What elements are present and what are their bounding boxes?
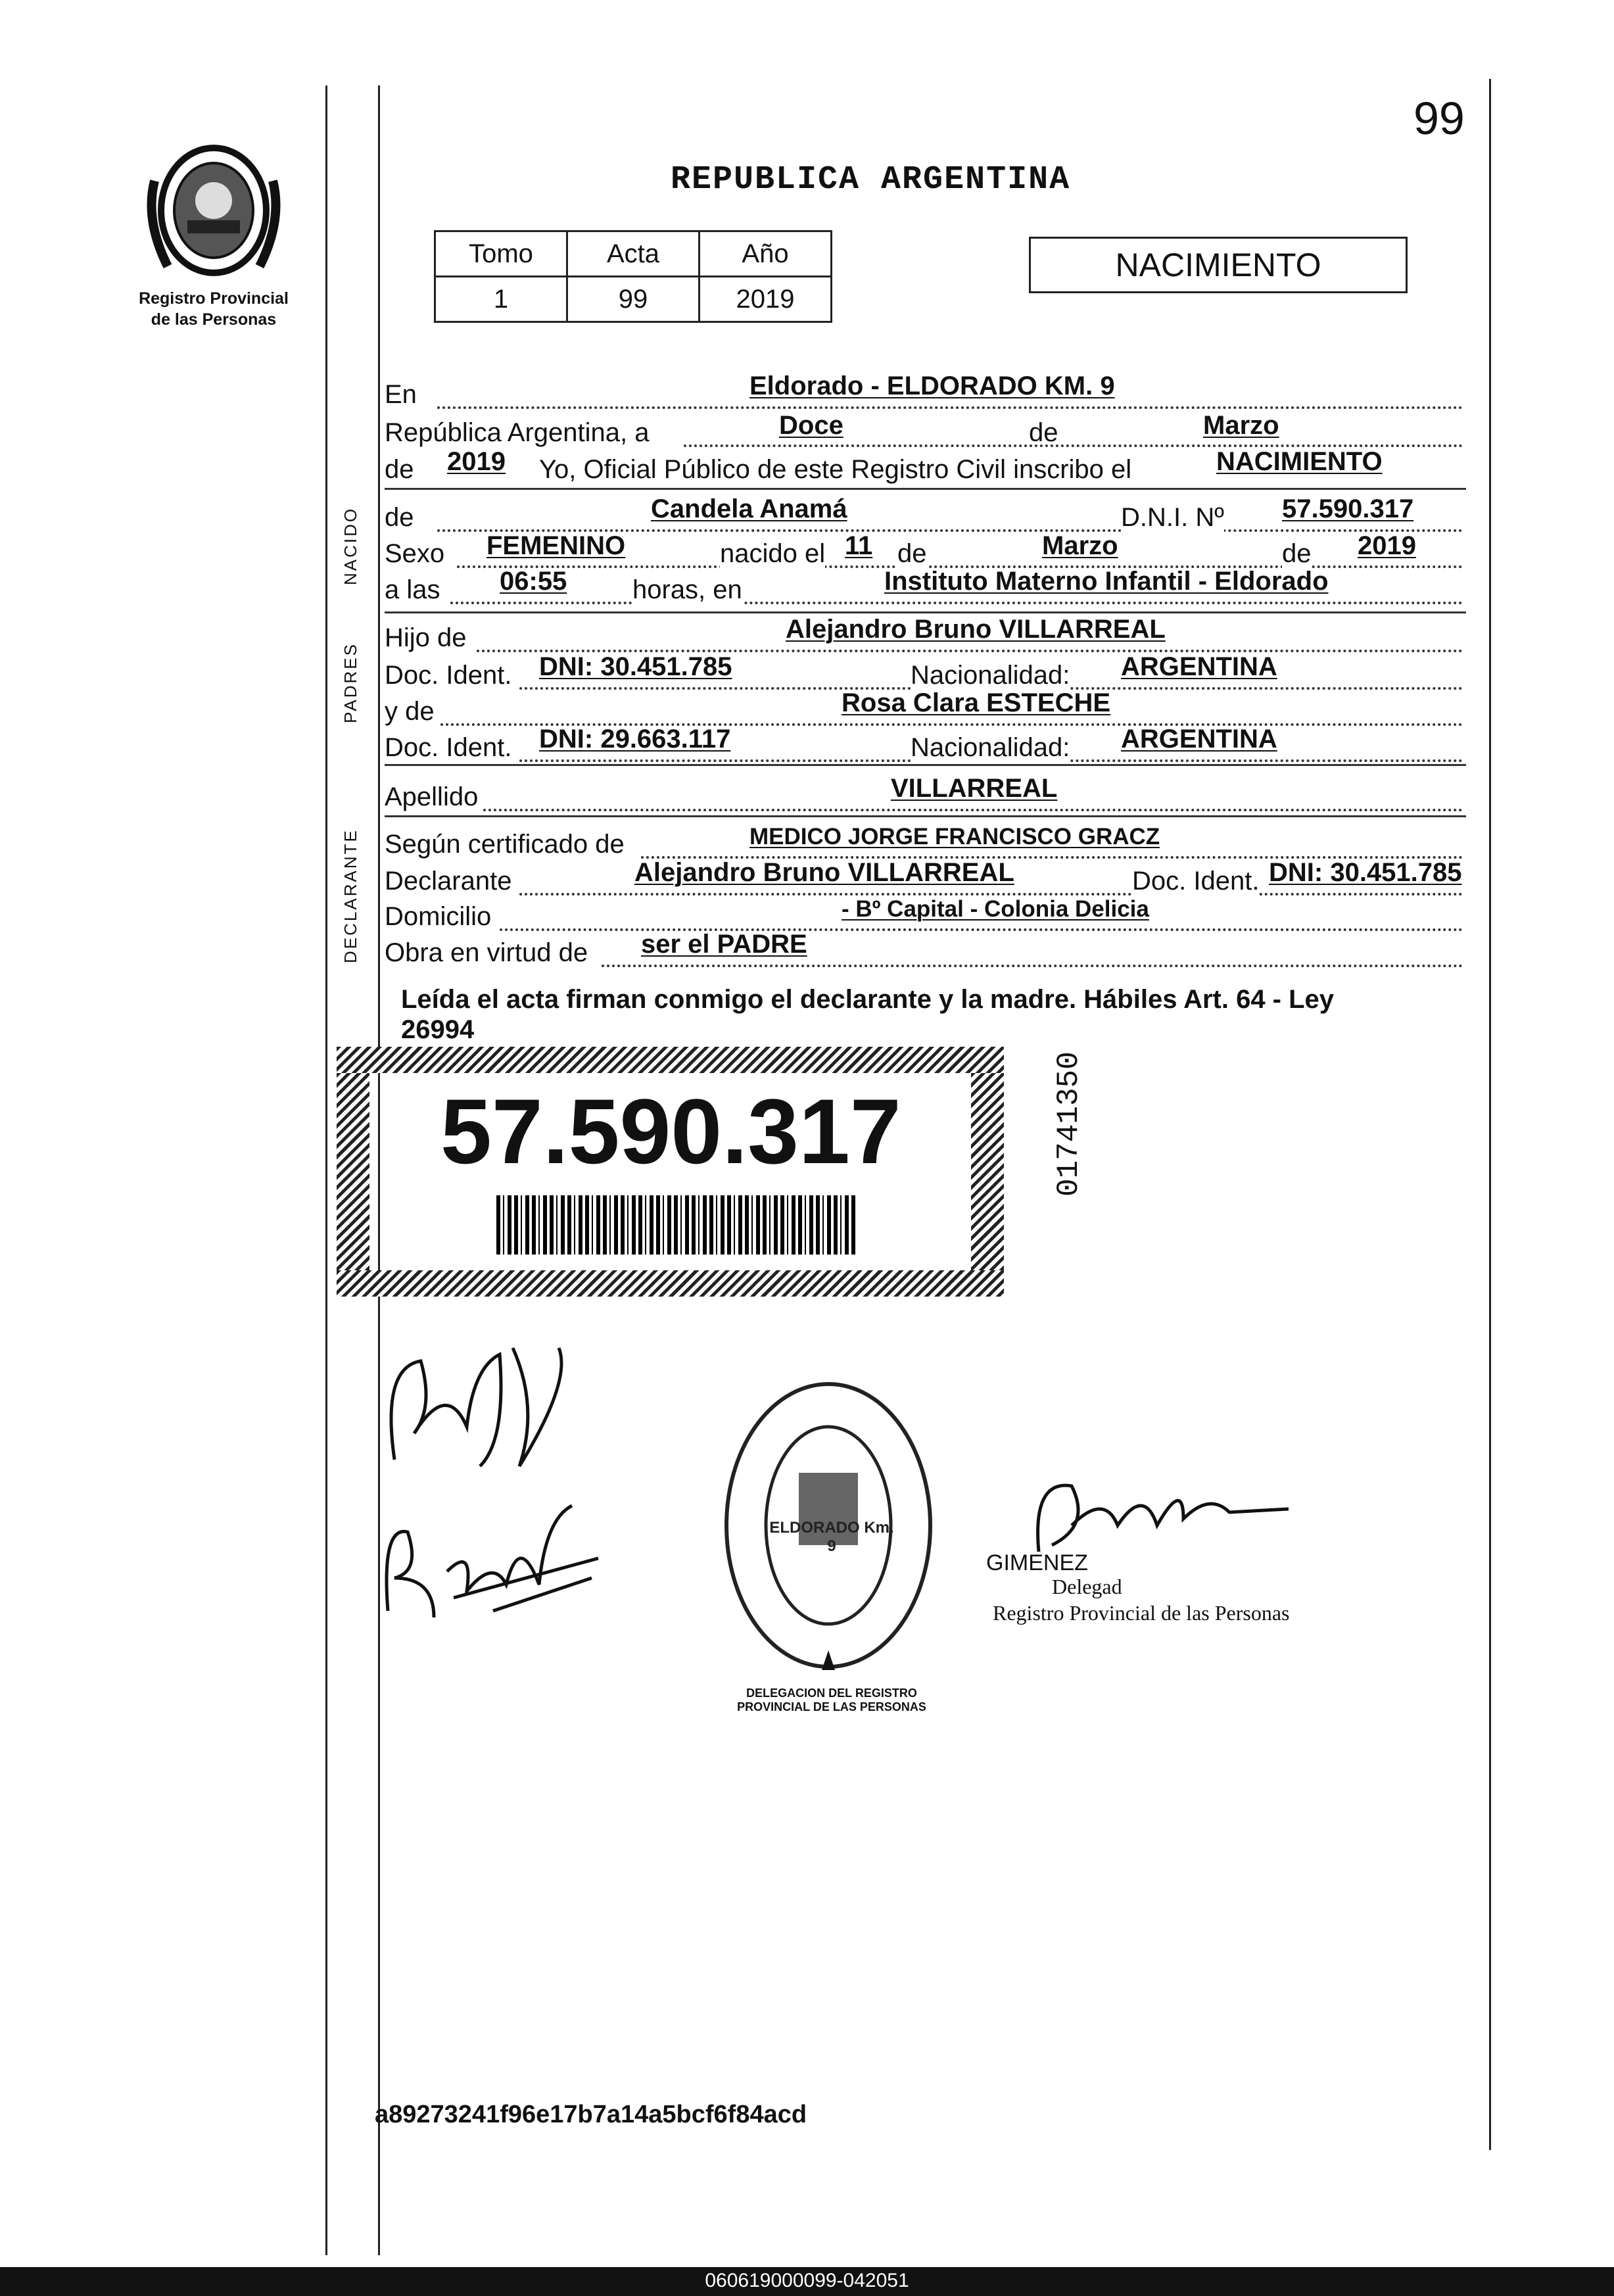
value-dni: 57.590.317 [1282, 494, 1414, 523]
label-nacionalidad2: Nacionalidad: [911, 733, 1070, 762]
closing-text-line2: 26994 [401, 1015, 475, 1044]
side-label-declarante: DECLARANTE [341, 828, 360, 963]
label-apellido: Apellido [385, 782, 479, 811]
value-father: Alejandro Bruno VILLARREAL [786, 615, 1166, 644]
label-inscribo: Yo, Oficial Público de este Registro Civil inscribo el [539, 455, 1132, 484]
label-doc3: Doc. Ident. [1132, 867, 1260, 896]
margin-line-left-2 [378, 85, 380, 2255]
value-birth-day: 11 [845, 531, 873, 560]
value-birth-year: 2019 [1358, 531, 1416, 560]
sticker-border-top [337, 1047, 1004, 1073]
sticker-border-left [337, 1073, 369, 1270]
value-place: Instituto Materno Infantil - Eldorado [884, 567, 1329, 596]
label-domicilio: Domicilio [385, 902, 492, 931]
label-obra: Obra en virtud de [385, 938, 588, 967]
value-mother-nat: ARGENTINA [1121, 725, 1277, 753]
delegate-registry: Registro Provincial de las Personas [993, 1601, 1290, 1625]
label-doc: Doc. Ident. [385, 661, 512, 690]
label-nacionalidad: Nacionalidad: [911, 661, 1070, 690]
sticker-number: 57.590.317 [440, 1080, 901, 1183]
page-number: 99 [1413, 93, 1465, 144]
acta-table [434, 230, 832, 323]
document-title: REPUBLICA ARGENTINA [671, 161, 1071, 199]
label-segun: Según certificado de [385, 830, 625, 859]
label-republica: República Argentina, a [385, 418, 650, 447]
stamp-inner-text: ELDORADO Km. 9 [769, 1519, 894, 1555]
value-time: 06:55 [500, 567, 567, 596]
value-day: Doce [779, 411, 843, 440]
label-yde: y de [385, 697, 435, 726]
value-apellido: VILLARREAL [891, 774, 1058, 803]
header-anio: Año [700, 231, 832, 277]
dots-declarante [519, 893, 1463, 896]
sticker-serial: 01741350 [1052, 1051, 1086, 1197]
provincial-seal-icon [141, 141, 286, 286]
delegate-name: GIMENEZ [986, 1550, 1088, 1575]
value-tomo: 1 [435, 277, 567, 322]
label-de2: de [385, 455, 414, 484]
value-anio: 2019 [700, 277, 832, 322]
act-type: NACIMIENTO [1029, 237, 1408, 293]
rule-2 [385, 611, 1466, 613]
value-acta: 99 [567, 277, 700, 322]
label-alas: a las [385, 575, 440, 604]
header-acta: Acta [567, 231, 700, 277]
margin-line-left [325, 85, 327, 2255]
value-declarante-doc: DNI: 30.451.785 [1269, 858, 1462, 887]
declarant-signature [375, 1479, 611, 1637]
rule-4 [385, 815, 1466, 817]
side-label-padres: PADRES [341, 642, 360, 723]
dots-alas [450, 602, 1463, 604]
rule-1 [385, 488, 1466, 490]
official-signature [375, 1328, 592, 1486]
label-horas: horas, en [632, 575, 742, 604]
header-tomo: Tomo [435, 231, 567, 277]
label-de: de [1029, 418, 1058, 447]
registry-name-line2: de las Personas [151, 310, 277, 329]
value-certificado: MEDICO JORGE FRANCISCO GRACZ [749, 824, 1160, 849]
document-hash: a89273241f96e17b7a14a5bcf6f84acd [375, 2101, 807, 2128]
value-father-nat: ARGENTINA [1121, 652, 1277, 681]
label-de4: de [897, 539, 927, 568]
value-mother-doc: DNI: 29.663.117 [539, 725, 731, 753]
value-month: Marzo [1203, 411, 1279, 440]
value-domicilio: - Bº Capital - Colonia Delicia [842, 896, 1149, 922]
value-father-doc: DNI: 30.451.785 [539, 652, 732, 681]
label-nacido: nacido el [720, 539, 826, 568]
value-inscribo: NACIMIENTO [1216, 447, 1383, 476]
stamp-outer-text: DELEGACION DEL REGISTRO PROVINCIAL DE LAS PERSONAS [737, 1686, 926, 1713]
delegate-signature [1012, 1453, 1302, 1558]
value-declarante: Alejandro Bruno VILLARREAL [634, 858, 1014, 887]
dots-apellido [483, 809, 1463, 811]
label-declarante: Declarante [385, 867, 512, 896]
closing-text-line1: Leída el acta firman conmigo el declarante y la madre. Hábiles Art. 64 - Ley [401, 985, 1335, 1014]
dots-en [437, 406, 1463, 409]
value-obra: ser el PADRE [641, 930, 807, 959]
value-mother: Rosa Clara ESTECHE [842, 688, 1111, 717]
dots-obra [602, 965, 1463, 967]
footer-code: 060619000099-042051 [705, 2270, 909, 2291]
label-doc2: Doc. Ident. [385, 733, 512, 762]
label-de3: de [385, 503, 414, 532]
sticker-border-bottom [337, 1270, 1004, 1297]
value-sexo: FEMENINO [487, 531, 626, 560]
sticker-barcode [496, 1195, 858, 1255]
margin-line-right [1489, 79, 1491, 2150]
label-en: En [385, 380, 417, 409]
value-en: Eldorado - ELDORADO KM. 9 [749, 371, 1115, 400]
value-birth-month: Marzo [1042, 531, 1118, 560]
label-hijo: Hijo de [385, 623, 467, 652]
delegate-title: Delegad [1052, 1575, 1122, 1598]
registry-name-line1: Registro Provincial [139, 289, 289, 308]
label-de5: de [1282, 539, 1312, 568]
label-sexo: Sexo [385, 539, 445, 568]
value-name: Candela Anamá [651, 494, 847, 523]
rule-3 [385, 764, 1466, 766]
side-label-nacido: NACIDO [341, 506, 360, 585]
label-dni: D.N.I. Nº [1121, 503, 1224, 532]
sticker-border-right [971, 1073, 1004, 1270]
value-year: 2019 [447, 447, 506, 476]
